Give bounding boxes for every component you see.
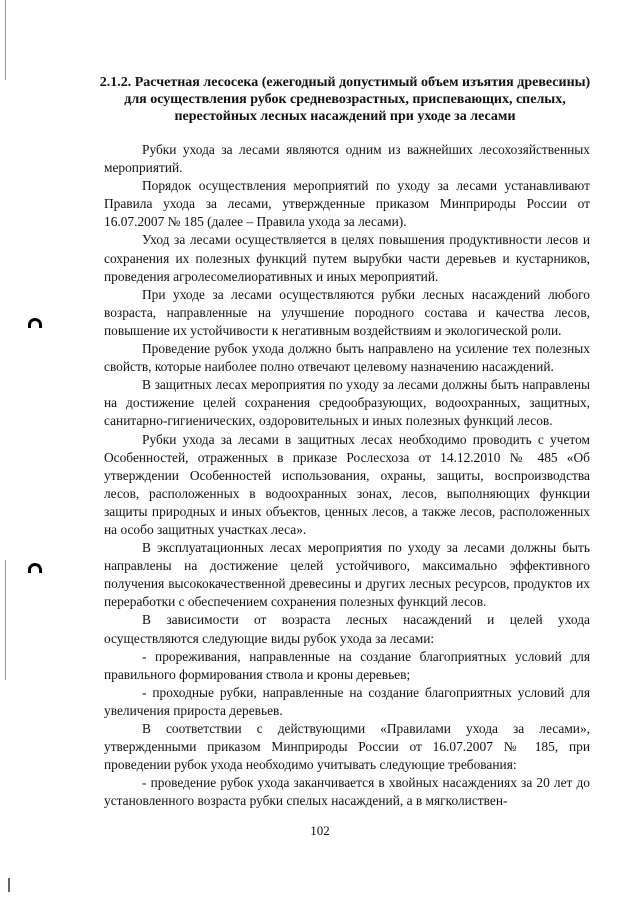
paragraph: При уходе за лесами осуществляются рубки лесных насаждений любого возраста, направленные на улучшение породного состава и качества лесов, повышение их устойчивости к негативным воздействиям и экологической роли. xyxy=(104,286,590,338)
body-text xyxy=(104,141,590,810)
scan-edge-line xyxy=(5,0,6,80)
list-item: - проведение рубок ухода заканчивается в хвойных насаждениях за 20 лет до установленного возраста рубки спелых насаждений, а в мягколиствен- xyxy=(104,775,590,809)
paragraph: Рубки ухода за лесами в защитных лесах необходимо проводить с учетом Особенностей, отраженных в приказе Рослесхоза от 14.12.2010 № 485 «Об утверждении Особенностей использования, охраны, защиты, воспроизводства лесов, расположенных в водоохранных зонах, лесов, выполняющих функции защиты природных и иных объектов, ценных лесов, а также лесов, расположенных на особо защитных участках леса». xyxy=(104,431,590,537)
paragraph: Уход за лесами осуществляется в целях повышения продуктивности лесов и сохранения их полезных функций путем вырубки части деревьев и кустарников, проведения агролесомелиоративных и иных мероприятий. xyxy=(104,232,590,284)
paragraph: Рубки ухода за лесами являются одним из важнейших лесохозяйственных мероприятий. xyxy=(104,142,590,176)
page-number: 102 xyxy=(310,823,330,838)
list-item: - проходные рубки, направленные на создание благоприятных условий для увеличения прироста деревьев. xyxy=(104,684,590,718)
paragraph: В эксплуатационных лесах мероприятия по уходу за лесами должны быть направлены на достижение целей устойчивого, максимально эффективного получения высококачественной древесины и других лесных ресурсов, продуктов их переработки с обеспечением сохранения полезных функций лесов. xyxy=(104,540,590,610)
paragraph: В зависимости от возраста лесных насаждений и целей ухода осуществляются следующие виды рубок ухода за лесами: xyxy=(104,612,590,646)
binding-mark xyxy=(28,563,42,573)
section-heading: 2.1.2. Расчетная лесосека (ежегодный допустимый объем изъятия древесины) для осуществления рубок средневозрастных, приспевающих, спелых, перестойных лесных насаждений при уходе за лесами xyxy=(99,75,591,124)
paragraph: Порядок осуществления мероприятий по уходу за лесами устанавливают Правила ухода за лесами, утвержденные приказом Минприроды России от 16.07.2007 № 185 (далее – Правила ухода за лесами). xyxy=(104,178,590,230)
scan-edge-line xyxy=(5,560,6,680)
paragraph: В защитных лесах мероприятия по уходу за лесами должны быть направлены на достижение целей сохранения средообразующих, водоохранных, защитных, санитарно-гигиенических, оздоровительных и иных полезных функций лесов. xyxy=(104,377,590,429)
scan-edge-mark xyxy=(8,878,10,892)
paragraph: Проведение рубок ухода должно быть направлено на усиление тех полезных свойств, которые наиболее полно отвечают целевому назначению насаждений. xyxy=(104,341,590,375)
binding-mark xyxy=(28,318,42,328)
paragraph: В соответствии с действующими «Правилами ухода за лесами», утвержденными приказом Минприроды России от 16.07.2007 № 185, при проведении рубок ухода необходимо учитывать следующие требования: xyxy=(104,721,590,773)
list-item: - прореживания, направленные на создание благоприятных условий для правильного формирования ствола и кроны деревьев; xyxy=(104,648,590,682)
